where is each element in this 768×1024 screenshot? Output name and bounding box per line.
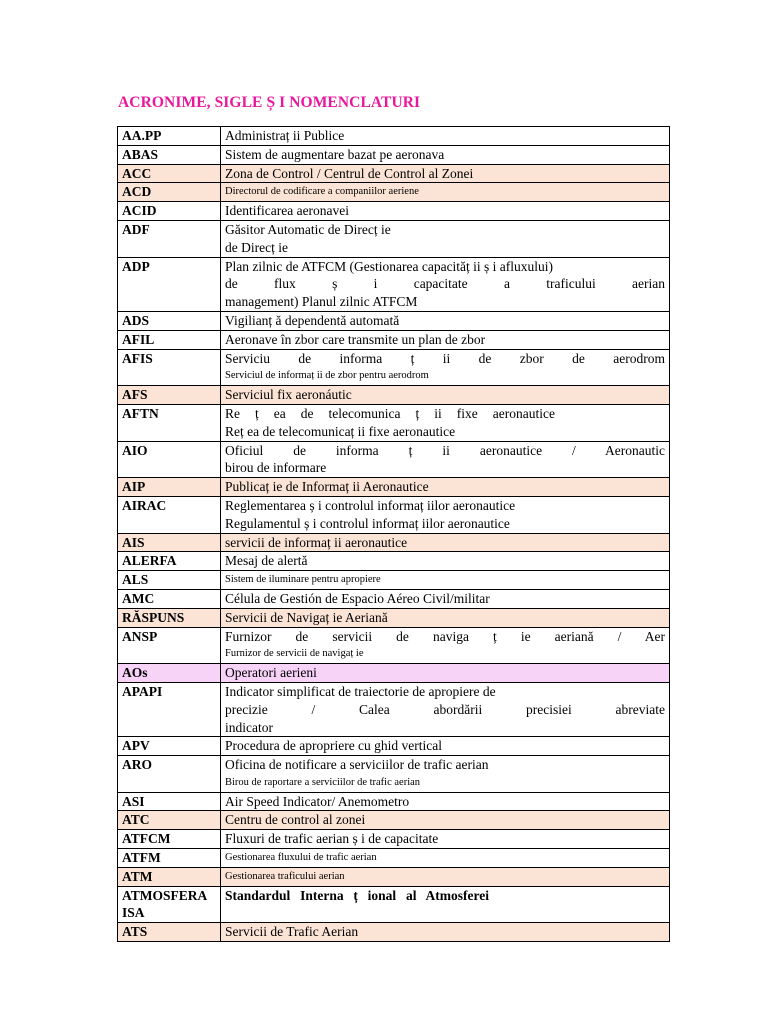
acronym-text: ABAS — [122, 146, 159, 162]
acronym-cell — [118, 441, 221, 478]
definition-cell — [221, 552, 670, 571]
definition-cell — [221, 145, 670, 164]
definition-cell — [221, 571, 670, 590]
definition-line: Regulamentul ș i controlul informaț iilor aeronautice — [225, 515, 510, 531]
definition-line: Serviciul fix aeronáutic — [225, 387, 352, 403]
table-row — [118, 664, 670, 683]
acronym-text: ARO — [122, 757, 152, 773]
definition-cell — [221, 682, 670, 736]
definition-line: Furnizor de servicii de naviga ț ie aeriană / Aer — [225, 628, 665, 644]
acronym-text: ALS — [122, 572, 149, 588]
table-row — [118, 404, 670, 441]
acronym-text: ASI — [122, 793, 145, 809]
acronym-cell — [118, 811, 221, 830]
acronym-cell — [118, 552, 221, 571]
table-row — [118, 830, 670, 849]
acronym-cell — [118, 608, 221, 627]
table-row — [118, 571, 670, 590]
acronym-cell — [118, 756, 221, 793]
definition-line: Standardul Interna ț ional al Atmosferei — [225, 887, 489, 903]
definition-line: Servicii de Navigaț ie Aeriană — [225, 609, 388, 625]
definition-line: Centru de control al zonei — [225, 812, 366, 828]
definition-line: Serviciul de informaț ii de zbor pentru aerodrom — [225, 370, 429, 382]
acronym-text-secondary: ISA — [122, 905, 145, 921]
definition-cell — [221, 164, 670, 183]
acronym-text: ACID — [122, 203, 157, 219]
acronym-text: ADP — [122, 258, 150, 274]
acronym-cell — [118, 682, 221, 736]
definition-line: Directorul de codificare a companiilor aeriene — [225, 186, 419, 198]
definition-line: Oficina de notificare a serviciilor de trafic aerian — [225, 757, 489, 773]
definition-line: indicator — [225, 719, 273, 735]
acronym-text: AIO — [122, 442, 148, 458]
table-row — [118, 923, 670, 942]
acronym-text: AA.PP — [122, 128, 162, 143]
definition-cell — [221, 830, 670, 849]
acronym-text: AIS — [122, 534, 145, 550]
definition-line: Oficiul de informa ț ii aeronautice / Aeronautic — [225, 442, 665, 458]
acronym-cell — [118, 386, 221, 405]
acronym-cell — [118, 330, 221, 349]
definition-cell — [221, 664, 670, 683]
acronym-cell — [118, 183, 221, 202]
table-row — [118, 496, 670, 533]
acronym-text: ALERFA — [122, 553, 177, 569]
acronym-cell — [118, 533, 221, 552]
table-row — [118, 145, 670, 164]
definition-line: de flux ș i capacitate a traficului aerian — [225, 276, 665, 292]
definition-line: Reglementarea ș i controlul informaț iilor aeronautice — [225, 497, 516, 513]
acronym-text: ACD — [122, 184, 152, 200]
definition-line: birou de informare — [225, 460, 327, 476]
table-row — [118, 682, 670, 736]
table-row — [118, 349, 670, 386]
definition-line: servicii de informaț ii aeronautice — [225, 534, 408, 550]
acronym-cell — [118, 478, 221, 497]
acronym-cell — [118, 664, 221, 683]
acronym-text: AFIL — [122, 331, 155, 347]
table-row — [118, 608, 670, 627]
page-title: ACRONIME, SIGLE Ș I NOMENCLATURI — [118, 94, 421, 111]
table-row — [118, 441, 670, 478]
definition-cell — [221, 311, 670, 330]
definition-cell — [221, 737, 670, 756]
acronym-cell — [118, 849, 221, 868]
acronym-text: ADS — [122, 312, 150, 328]
acronym-cell — [118, 220, 221, 257]
acronym-text: ATFCM — [122, 831, 171, 847]
acronym-cell — [118, 496, 221, 533]
definition-line: Aeronave în zbor care transmite un plan de zbor — [225, 331, 486, 347]
acronym-text: APAPI — [122, 683, 163, 699]
acronym-text: ATFM — [122, 850, 161, 866]
definition-cell — [221, 756, 670, 793]
definition-cell — [221, 589, 670, 608]
definition-line: Gestionarea traficului aerian — [225, 870, 345, 882]
definition-line: Furnizor de servicii de navigaț ie — [225, 648, 364, 660]
definition-line: Indicator simplificat de traiectorie de apropiere de — [225, 683, 496, 699]
definition-cell — [221, 478, 670, 497]
acronym-text: ADF — [122, 221, 150, 237]
definition-cell — [221, 608, 670, 627]
acronym-text: AFIS — [122, 350, 153, 366]
acronym-text: RĂSPUNS — [122, 609, 185, 625]
definition-line: Publicaț ie de Informaț ii Aeronautice — [225, 479, 429, 495]
acronym-cell — [118, 257, 221, 311]
acronym-cell — [118, 886, 221, 923]
table-row — [118, 849, 670, 868]
definition-line: Plan zilnic de ATFCM (Gestionarea capacităț ii ș i afluxului) — [225, 258, 554, 274]
acronym-cell — [118, 202, 221, 221]
table-row — [118, 867, 670, 886]
acronym-text: AIRAC — [122, 497, 167, 513]
acronym-cell — [118, 923, 221, 942]
table-row — [118, 627, 670, 664]
definition-cell — [221, 386, 670, 405]
acronym-text: AFS — [122, 387, 148, 403]
table-row — [118, 811, 670, 830]
definition-line: Re ț ea de telecomunica ț ii fixe aeronautice — [225, 405, 555, 421]
definition-line: Birou de raportare a serviciilor de trafic aerian — [225, 776, 421, 788]
table-row — [118, 533, 670, 552]
definition-line: Gestionarea fluxului de trafic aerian — [225, 852, 377, 864]
table-row — [118, 737, 670, 756]
definition-line: Operatori aerieni — [225, 665, 317, 681]
definition-cell — [221, 127, 670, 146]
acronym-text: AMC — [122, 590, 155, 606]
table-row — [118, 756, 670, 793]
acronym-text: ATC — [122, 812, 150, 828]
definition-cell — [221, 496, 670, 533]
table-row — [118, 886, 670, 923]
table-row — [118, 792, 670, 811]
acronym-cell — [118, 589, 221, 608]
table-row — [118, 478, 670, 497]
definition-cell — [221, 202, 670, 221]
definition-line: Identificarea aeronavei — [225, 203, 350, 219]
acronym-cell — [118, 349, 221, 386]
acronym-cell — [118, 311, 221, 330]
acronym-text: ACC — [122, 165, 152, 181]
definition-line: Air Speed Indicator/ Anemometro — [225, 793, 410, 809]
definition-cell — [221, 792, 670, 811]
definition-line: Fluxuri de trafic aerian ș i de capacitate — [225, 831, 439, 847]
definition-cell — [221, 627, 670, 664]
definition-cell — [221, 183, 670, 202]
definition-line: de Direcț ie — [225, 239, 288, 255]
acronym-text: ANSP — [122, 628, 158, 644]
table-row — [118, 330, 670, 349]
definition-line: Zona de Control / Centrul de Control al Zonei — [225, 165, 474, 181]
definition-line: Vigilianț ă dependentă automată — [225, 312, 400, 328]
definition-line: Servicii de Trafic Aerian — [225, 924, 359, 940]
definition-line: Sistem de augmentare bazat pe aeronava — [225, 146, 445, 162]
definition-cell — [221, 533, 670, 552]
table-row — [118, 202, 670, 221]
definition-line: Serviciu de informa ț ii de zbor de aerodrom — [225, 350, 665, 366]
definition-cell — [221, 441, 670, 478]
definition-cell — [221, 220, 670, 257]
table-row — [118, 164, 670, 183]
definition-cell — [221, 404, 670, 441]
acronym-text: AIP — [122, 479, 146, 495]
table-row — [118, 183, 670, 202]
definition-line: Procedura de apropriere cu ghid vertical — [225, 738, 443, 754]
acronym-text: ATMOSFERA — [122, 887, 208, 903]
definition-line: Administraț ii Publice — [225, 128, 345, 143]
definition-cell — [221, 257, 670, 311]
table-row — [118, 257, 670, 311]
definition-cell — [221, 349, 670, 386]
definition-line: Găsitor Automatic de Direcț ie — [225, 221, 391, 237]
acronym-cell — [118, 145, 221, 164]
definition-line: management) Planul zilnic ATFCM — [225, 294, 418, 310]
definition-cell — [221, 886, 670, 923]
definition-cell — [221, 923, 670, 942]
definition-cell — [221, 811, 670, 830]
acronym-table — [117, 126, 670, 942]
definition-cell — [221, 849, 670, 868]
acronym-cell — [118, 404, 221, 441]
definition-line: Reț ea de telecomunicaț ii fixe aeronautice — [225, 423, 456, 439]
acronym-text: AOs — [122, 665, 148, 681]
acronym-cell — [118, 792, 221, 811]
acronym-cell — [118, 627, 221, 664]
acronym-cell — [118, 830, 221, 849]
acronym-text: AFTN — [122, 405, 159, 421]
table-row — [118, 311, 670, 330]
table-row — [118, 386, 670, 405]
definition-cell — [221, 867, 670, 886]
acronym-cell — [118, 867, 221, 886]
acronym-cell — [118, 737, 221, 756]
acronym-text: APV — [122, 738, 150, 754]
acronym-cell — [118, 571, 221, 590]
acronym-cell — [118, 127, 221, 146]
table-row — [118, 220, 670, 257]
definition-line: Célula de Gestión de Espacio Aéreo Civil/militar — [225, 590, 490, 606]
acronym-text: ATS — [122, 924, 148, 940]
acronym-cell — [118, 164, 221, 183]
definition-line: Sistem de iluminare pentru apropiere — [225, 574, 381, 586]
acronym-text: ATM — [122, 868, 153, 884]
definition-line: Mesaj de alertă — [225, 553, 308, 569]
table-row — [118, 552, 670, 571]
table-row — [118, 589, 670, 608]
definition-line: precizie / Calea abordării precisiei abreviate — [225, 701, 665, 717]
definition-cell — [221, 330, 670, 349]
table-row — [118, 127, 670, 146]
